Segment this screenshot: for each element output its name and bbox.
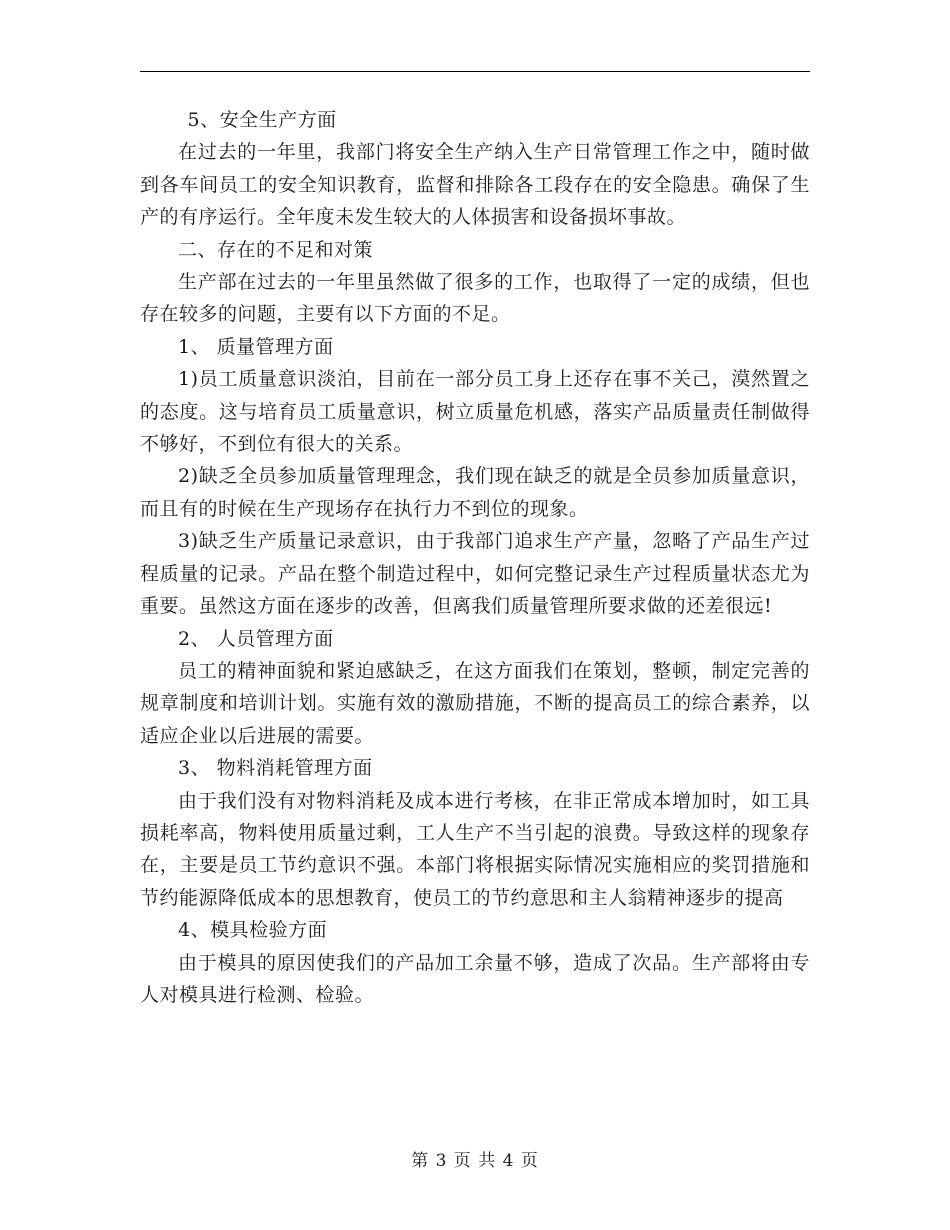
paragraph-personnel: 员工的精神面貌和紧迫感缺乏，在这方面我们在策划，整顿，制定完善的规章制度和培训计划。实施有效的激励措施，不断的提高员工的综合素养，以适应企业以后进展的需要。 bbox=[140, 659, 810, 747]
page-number-footer: 第 3 页 共 4 页 bbox=[411, 1151, 539, 1171]
document-body bbox=[140, 104, 810, 1011]
subheading-materials: 3、 物料消耗管理方面 bbox=[178, 757, 373, 780]
section-heading-safety: 5、安全生产方面 bbox=[187, 109, 337, 131]
paragraph-shortcomings-intro: 生产部在过去的一年里虽然做了很多的工作，也取得了一定的成绩，但也存在较多的问题，主要有以下方面的不足。 bbox=[140, 271, 810, 326]
paragraph-quality-2: 2)缺乏全员参加质量管理理念，我们现在缺乏的就是全员参加质量意识，而且有的时候在生产现场存在执行力不到位的现象。 bbox=[140, 465, 810, 520]
header-rule bbox=[140, 71, 810, 72]
paragraph-materials: 由于我们没有对物料消耗及成本进行考核，在非正常成本增加时，如工具损耗率高，物料使用质量过剩，工人生产不当引起的浪费。导致这样的现象存在，主要是员工节约意识不强。本部门将根据实际情况实施相应的奖罚措施和节约能源降低成本的思想教育，使员工的节约意思和主人翁精神逐步的提高 bbox=[140, 789, 810, 909]
section-heading-shortcomings: 二、存在的不足和对策 bbox=[178, 238, 374, 261]
paragraph-quality-3: 3)缺乏生产质量记录意识，由于我部门追求生产产量，忽略了产品生产过程质量的记录。产品在整个制造过程中，如何完整记录生产过程质量状态尤为重要。虽然这方面在逐步的改善，但离我们质量管理所要求做的还差很远! bbox=[140, 530, 810, 618]
subheading-quality: 1、 质量管理方面 bbox=[178, 335, 334, 358]
subheading-personnel: 2、 人员管理方面 bbox=[178, 627, 334, 650]
paragraph-quality-1: 1)员工质量意识淡泊，目前在一部分员工身上还存在事不关己，漠然置之的态度。这与培育员工质量意识，树立质量危机感，落实产品质量责任制做得不够好，不到位有很大的关系。 bbox=[140, 368, 810, 456]
paragraph-safety: 在过去的一年里，我部门将安全生产纳入生产日常管理工作之中，随时做到各车间员工的安全知识教育，监督和排除各工段存在的安全隐患。确保了生产的有序运行。全年度未发生较大的人体损害和设备损坏事故。 bbox=[140, 141, 810, 229]
paragraph-molds: 由于模具的原因使我们的产品加工余量不够，造成了次品。生产部将由专人对模具进行检测、检验。 bbox=[140, 951, 810, 1006]
subheading-molds: 4、模具检验方面 bbox=[178, 919, 328, 942]
